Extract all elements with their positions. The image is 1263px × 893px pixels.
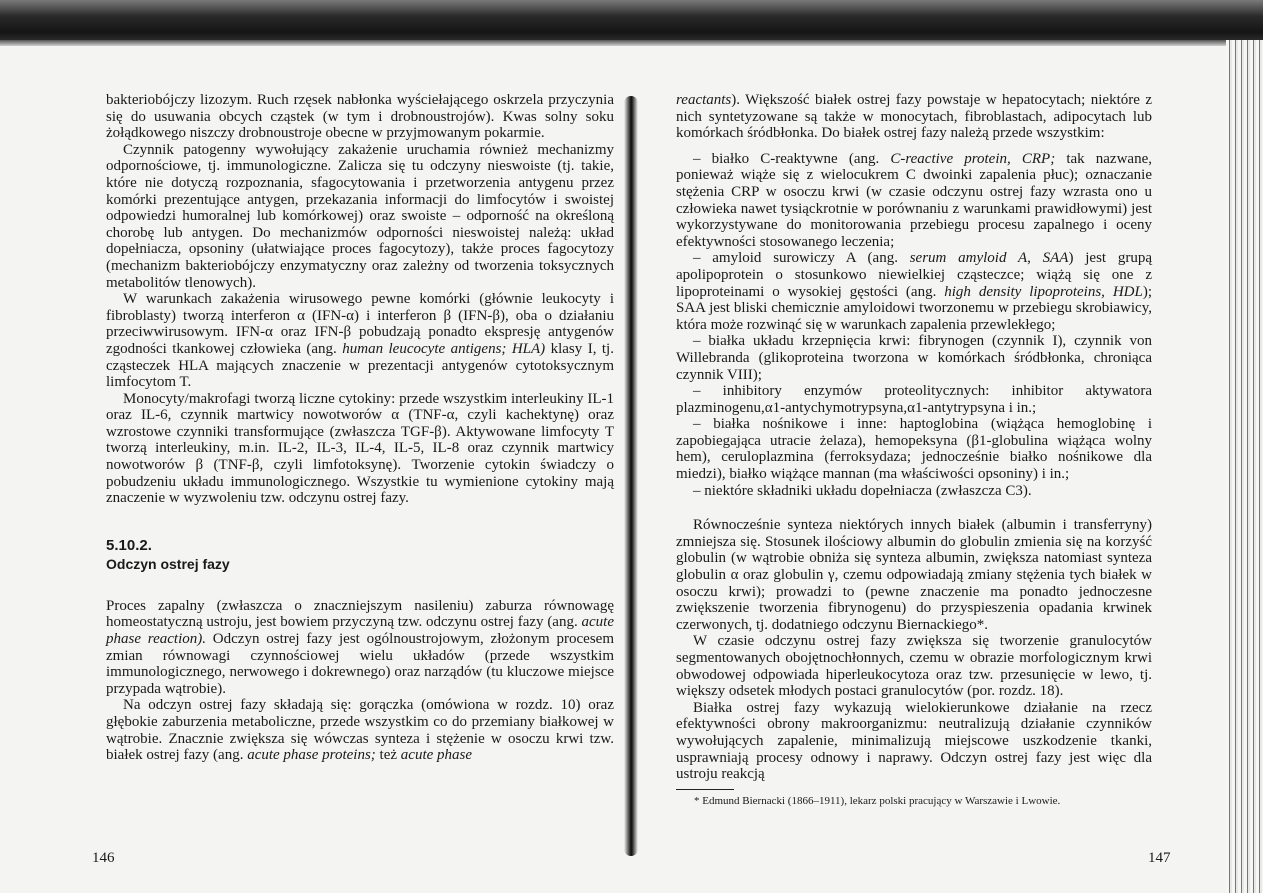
list-item: – amyloid surowiczy A (ang. serum amyloid A, SAA) jest grupą apolipoprotein o stosunkowo niewielkiej cząsteczce; wiążą się one z lipoproteinami o wysokiej gęstości (ang. high density lipoproteins, HDL); SAA jest bliski chemicznie amyloidowi tworzonemu w przebiegu skrobiawicy, która może rozwinąć się w warunkach zapalenia przewlekłego; — [676, 250, 1152, 333]
scan-top-shadow — [0, 0, 1263, 46]
term-acute-phase: acute phase — [400, 747, 473, 764]
book-gutter-shadow — [624, 96, 638, 856]
paragraph: W czasie odczynu ostrej fazy zwiększa się tworzenie granulocytów segmentowanych obojętnochłonnych, czemu w obrazie morfologicznym krwi obwodowej odpowiada hiperleukocytoza oraz tzw. przesunięcie w lewo, tj. większy odsetek młodych postaci granulocytów (por. rozdz. 18). — [676, 633, 1152, 700]
section-title: Odczyn ostrej fazy — [106, 555, 230, 572]
term-crp: C-reactive protein, CRP; — [890, 150, 1056, 167]
page-number-left: 146 — [92, 850, 115, 866]
right-page — [676, 92, 1152, 808]
paragraph: reactants). Większość białek ostrej fazy powstaje w hepatocytach; niektóre z nich syntetyzowane są także w monocytach, fibroblastach, adipocytach lub komórkach śródbłonka. Do białek ostrej fazy należą przede wszystkim: — [676, 92, 1152, 142]
term-hla: human leucocyte antigens; HLA) — [342, 340, 546, 357]
list-item: – niektóre składniki układu dopełniacza (zwłaszcza C3). — [693, 482, 1032, 499]
paragraph: Na odczyn ostrej fazy składają się: gorączka (omówiona w rozdz. 10) oraz głębokie zaburzenia metaboliczne, przede wszystkim co do przemiany białkowej w wątrobie. Znacznie zwiększa się wówczas synteza i stężenie w osoczu krwi tzw. białek ostrej fazy (ang. acute phase proteins; też acute phase — [106, 697, 614, 764]
left-page — [106, 92, 614, 764]
paragraph: W warunkach zakażenia wirusowego pewne komórki (głównie leukocyty i fibroblasty) tworzą interferon α (IFN-α) i interferon β (IFN-β), oba o działaniu przeciwwirusowym. IFN-α oraz IFN-β pobudzają ponadto ekspresję antygenów zgodności tkankowej człowieka (ang. human leucocyte antigens; HLA) klasy I, tj. cząsteczek HLA mających znaczenie w prezentacji antygenów cytotoksycznym limfocytom T. — [106, 291, 614, 391]
section-number: 5.10.2. — [106, 536, 152, 554]
page-edge-stack — [1226, 40, 1263, 893]
page-number-right: 147 — [1148, 850, 1171, 866]
paragraph: Monocyty/makrofagi tworzą liczne cytokiny: przede wszystkim interleukiny IL-1 oraz IL-6, czynnik martwicy nowotworów α (TNF-α, czyli kachektynę) oraz wzrostowe czynniki transformujące (zwłaszcza TGF-β). Aktywowane limfocyty T tworzą interleukiny, m.in. IL-2, IL-3, IL-4, IL-5, IL-8 oraz czynnik martwicy nowotworów β (TNF-β, czyli limfotoksynę). Tworzenie cytokin świadczy o pobudzeniu układu immunologicznego. Wszystkie tu wymienione cytokiny mają znaczenie w wyzwoleniu tzw. odczynu ostrej fazy. — [106, 390, 614, 507]
list-item: – inhibitory enzymów proteolitycznych: inhibitor aktywatora plazminogenu,α1-antychymotrypsyna,α1-antytrypsyna i in.; — [676, 383, 1152, 416]
list-item: – białka nośnikowe i inne: haptoglobina (wiążąca hemoglobinę i zapobiegająca utracie żelaza), hemopeksyna (β1-globulina wiążąca wolny hem), ceruloplazmina (ferroksydaza; jednocześnie białko nośnikowe dla miedzi), białko wiążące mannan (ma właściwości opsoniny) i in.; — [676, 416, 1152, 483]
footnote-rule — [676, 789, 734, 790]
paragraph: Białka ostrej fazy wykazują wielokierunkowe działanie na rzecz efektywności obrony makroorganizmu: neutralizują działanie czynników wywołujących zapalenie, minimalizują miejscowe uszkodzenie tkanki, usprawniają procesy odnowy i naprawy. Odczyn ostrej fazy jest więc dla ustroju reakcją — [676, 699, 1152, 783]
term-hdl: high density lipoproteins, HDL — [944, 283, 1143, 300]
list-item: – białka układu krzepnięcia krwi: fibrynogen (czynnik I), czynnik von Willebranda (glikoproteina tworzona w komórkach śródbłonka, chroniąca czynnik VIII); — [676, 333, 1152, 383]
paragraph: bakteriobójczy lizozym. Ruch rzęsek nabłonka wyściełającego oskrzela przyczynia się do usuwania obcych cząstek (w tym i drobnoustrojów). Kwas solny soku żołądkowego niszczy drobnoustroje obecne w przyjmowanym pokarmie. — [106, 92, 614, 142]
term-saa: serum amyloid A, SAA — [909, 250, 1069, 267]
term-acute-phase-proteins: acute phase proteins; — [247, 747, 376, 764]
acute-phase-protein-list — [676, 151, 1152, 499]
paragraph: Równocześnie synteza niektórych innych białek (albumin i transferryny) zmniejsza się. Stosunek ilościowy albumin do globulin zmienia się na korzyść globulin (w wątrobie obniża się synteza albumin, zwiększa natomiast synteza globulin α oraz globulin γ, czemu odpowiadają zmiany stężenia tych białek w osoczu krwi); prowadzi to (pewne znaczenie ma ponadto jednoczesne zwiększenie tworzenia fibrynogenu) do przyspieszenia opadania krwinek czerwonych, tj. dodatniego odczynu Biernackiego*. — [676, 517, 1152, 633]
paragraph: Czynnik patogenny wywołujący zakażenie uruchamia również mechanizmy odpornościowe, tj. immunologiczne. Zalicza się tu odczyny nieswoiste (tj. takie, które nie dotyczą rozpoznania, sfagocytowania i przetworzenia antygenu przez komórki prezentujące antygen, przekazania informacji do limfocytów i swoistej odpowiedzi humoralnej lub komórkowej) oraz swoiste – odporność na określoną chorobę lub antygen. Do mechanizmów odporności nieswoistej należą: układ dopełniacza, opsoniny (ułatwiające proces fagocytozy), także proces fagocytozy (mechanizm bakteriobójczy enzymatyczny oraz zależny od tworzenia toksycznych metabolitów tlenowych). — [106, 141, 614, 291]
footnote: * Edmund Biernacki (1866–1911), lekarz polski pracujący w Warszawie i Lwowie. — [694, 794, 1061, 807]
term-reactants: reactants — [676, 92, 732, 108]
list-item: – białko C-reaktywne (ang. C-reactive protein, CRP; tak nazwane, ponieważ wiąże się z wielocukrem C dwoinki zapalenia płuc); oznaczanie stężenia CRP w osoczu krwi (w czasie odczynu ostrej fazy wzrasta ono u człowieka nawet tysiąckrotnie w porównaniu z warunkami prawidłowymi) jest wykorzystywane do monitorowania przebiegu procesu zapalnego i oceny efektywności stosowanego leczenia; — [676, 150, 1152, 250]
term-acute-phase-reaction: acute phase reaction). — [106, 614, 614, 648]
paragraph: Proces zapalny (zwłaszcza o znaczniejszym nasileniu) zaburza równowagę homeostatyczną ustroju, jest bowiem przyczyną tzw. odczynu ostrej fazy (ang. acute phase reaction). Odczyn ostrej fazy jest ogólnoustrojowym, złożonym procesem zmian równowagi czynnościowej wielu układów (przede wszystkim immunologicznego, nerwowego i dokrewnego) oraz narządów (tu kluczowe miejsce przypada wątrobie). — [106, 597, 614, 697]
